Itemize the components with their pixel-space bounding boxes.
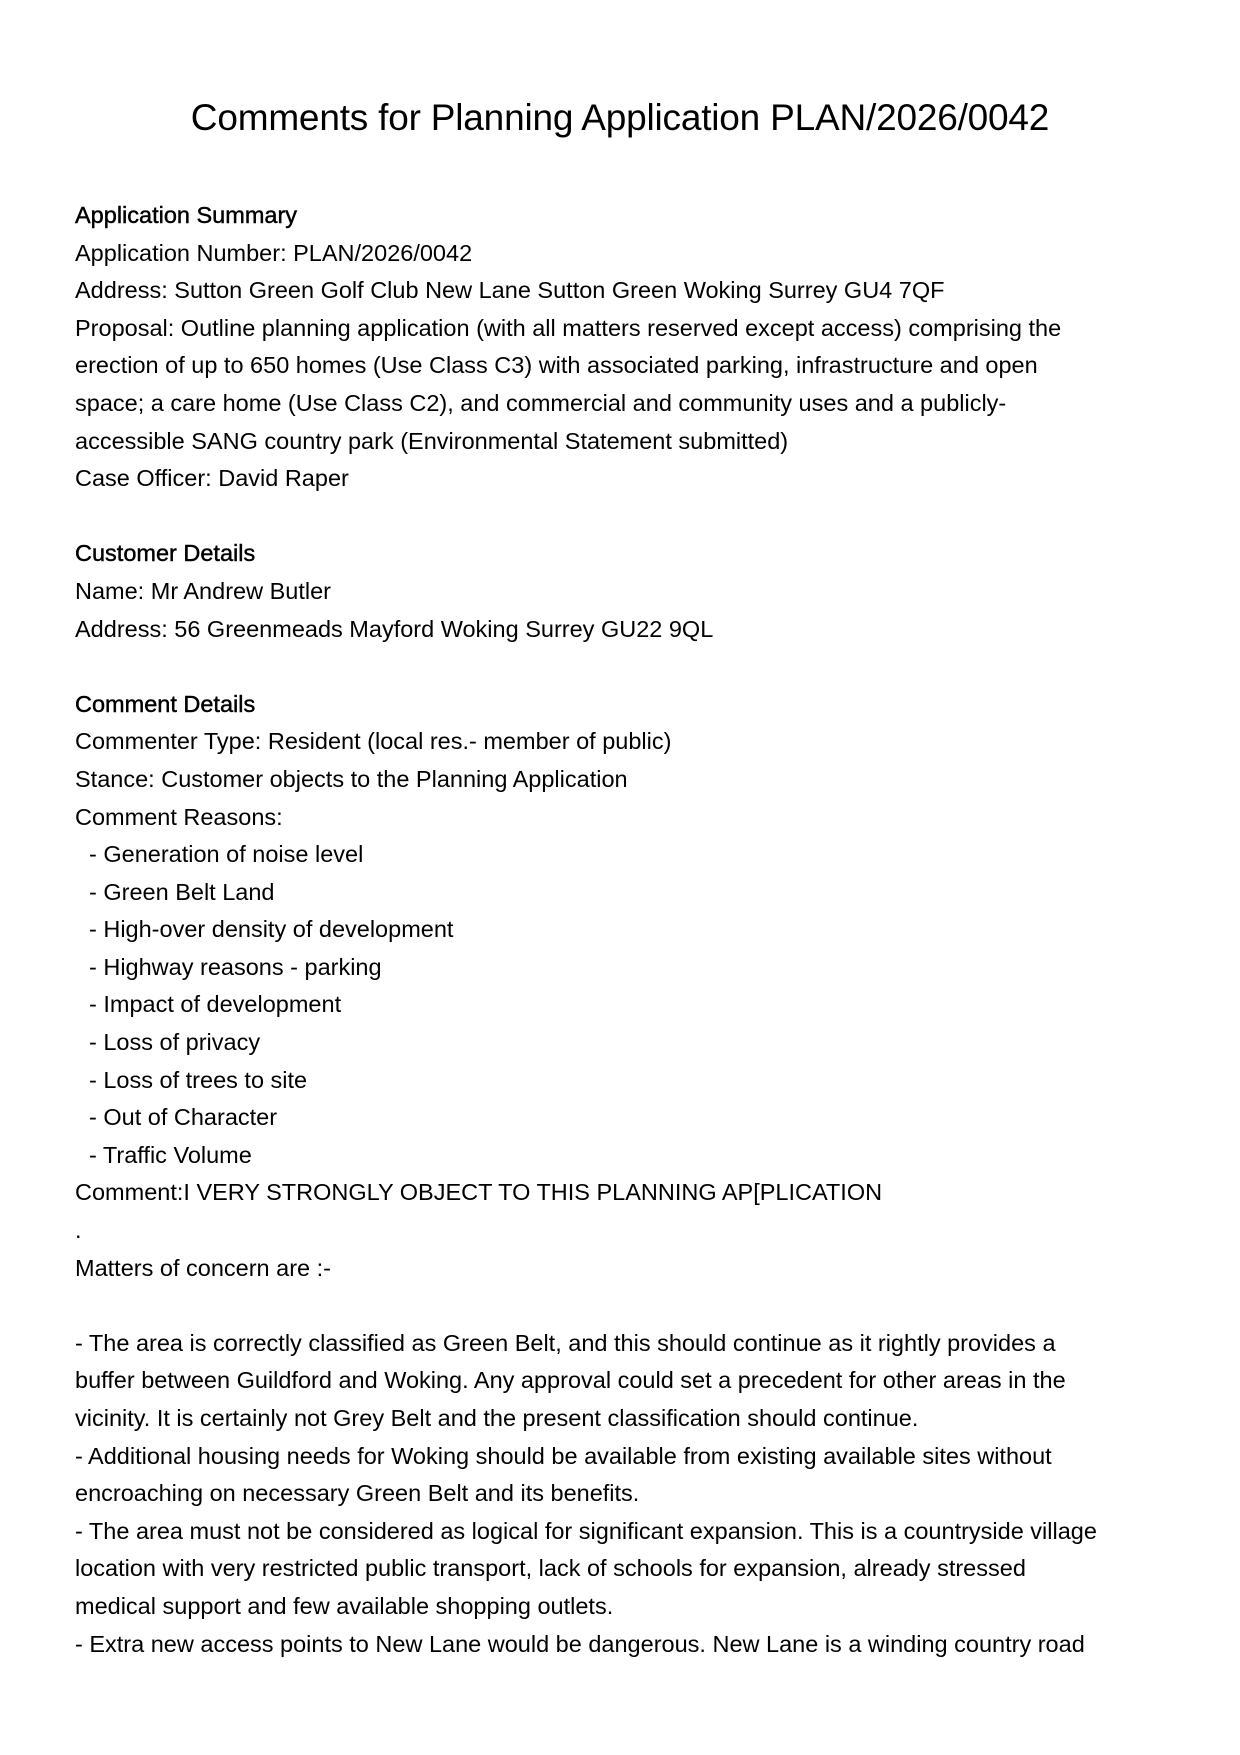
comment-reason-item: - High-over density of development: [89, 916, 454, 943]
comment-reason-item: - Generation of noise level: [89, 841, 364, 868]
proposal-line: accessible SANG country park (Environmental Statement submitted): [75, 427, 789, 454]
customer-details-heading: Customer Details: [75, 540, 256, 567]
case-officer: Case Officer: David Raper: [75, 465, 349, 492]
proposal-line: space; a care home (Use Class C2), and commercial and community uses and a publicly-: [75, 389, 1007, 416]
comment-body-line: vicinity. It is certainly not Grey Belt and the present classification should continue.: [75, 1405, 919, 1431]
customer-address: Address: 56 Greenmeads Mayford Woking Surrey GU22 9QL: [75, 615, 714, 642]
commenter-type: Commenter Type: Resident (local res.- member of public): [75, 728, 672, 755]
spacer: [75, 648, 1175, 686]
comment-body-line: location with very restricted public transport, lack of schools for expansion, already stressed: [75, 1555, 1026, 1582]
proposal-line: erection of up to 650 homes (Use Class C3) with associated parking, infrastructure and open: [75, 352, 1038, 379]
proposal-line: Proposal: Outline planning application (with all matters reserved except access) comprising the: [75, 314, 1062, 341]
comment-body-line: encroaching on necessary Green Belt and its benefits.: [75, 1480, 640, 1507]
comment-body-line: - Extra new access points to New Lane would be dangerous. New Lane is a winding country road: [75, 1630, 1085, 1657]
comment-body-line: - The area must not be considered as logical for significant expansion. This is a countryside village: [75, 1517, 1097, 1544]
comment-body-line: - The area is correctly classified as Green Belt, and this should continue as it rightly provides a: [75, 1329, 1056, 1356]
comment-reasons-label: Comment Reasons:: [75, 803, 283, 830]
comment-reason-item: - Loss of trees to site: [89, 1066, 308, 1093]
customer-name: Name: Mr Andrew Butler: [75, 577, 331, 604]
comment-reason-item: - Traffic Volume: [89, 1141, 252, 1168]
comment-reason-item: - Impact of development: [89, 991, 342, 1018]
comment-body-line: medical support and few available shopping outlets.: [75, 1592, 614, 1619]
document-body: [75, 197, 1175, 1663]
page-title: Comments for Planning Application PLAN/2026/0042: [190, 97, 1050, 138]
spacer: [75, 1287, 1175, 1325]
comment-reason-item: - Loss of privacy: [89, 1029, 261, 1056]
application-address: Address: Sutton Green Golf Club New Lane Sutton Green Woking Surrey GU4 7QF: [75, 277, 945, 304]
comment-dot: .: [75, 1217, 82, 1244]
comment-reason-item: - Out of Character: [89, 1104, 278, 1131]
comment-reason-item: - Highway reasons - parking: [89, 953, 382, 980]
comment-body-line: buffer between Guildford and Woking. Any approval could set a precedent for other areas in the: [75, 1367, 1066, 1394]
matters-of-concern: Matters of concern are :-: [75, 1254, 331, 1281]
customer-details-section: [75, 535, 1175, 648]
comment-text-first-line: Comment:I VERY STRONGLY OBJECT TO THIS PLANNING AP[PLICATION: [75, 1179, 883, 1206]
application-summary-heading: Application Summary: [75, 202, 298, 228]
stance: Stance: Customer objects to the Planning Application: [75, 765, 628, 792]
spacer: [75, 498, 1175, 536]
application-summary-section: [75, 197, 1175, 498]
comment-reason-item: - Green Belt Land: [89, 878, 275, 905]
comment-details-heading: Comment Details: [75, 690, 256, 717]
application-number: Application Number: PLAN/2026/0042: [75, 239, 473, 266]
comment-body-line: - Additional housing needs for Woking should be available from existing available sites without: [75, 1442, 1052, 1469]
comment-details-section: [75, 686, 1175, 1663]
